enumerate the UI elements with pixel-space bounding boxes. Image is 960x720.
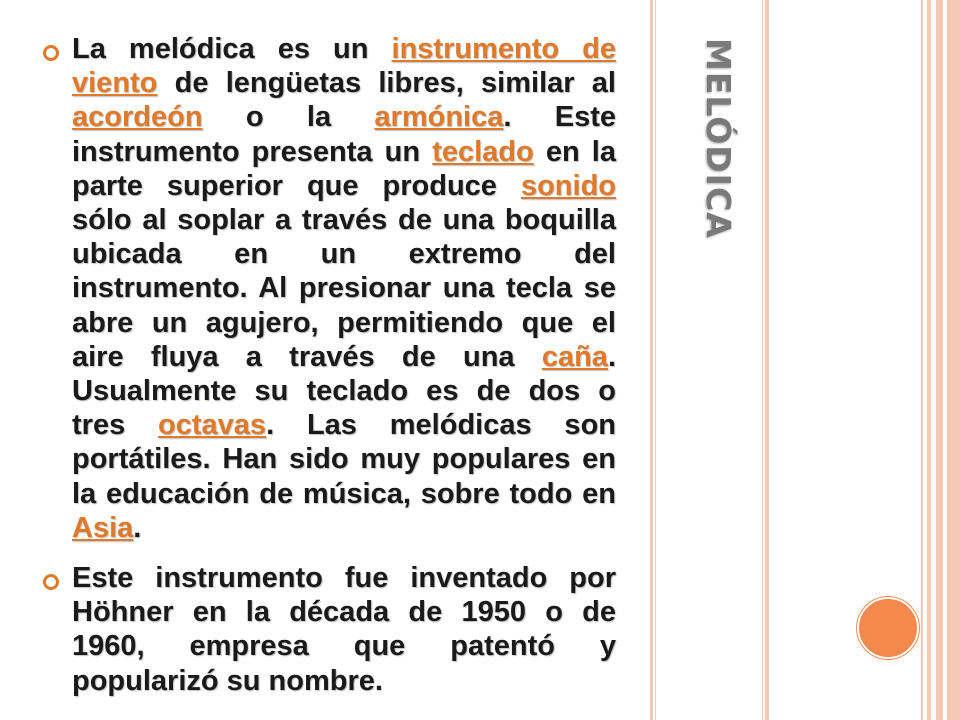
link-cana[interactable]: caña	[541, 340, 608, 373]
circle-bullet-icon	[42, 44, 60, 62]
link-octavas[interactable]: octavas	[158, 409, 267, 442]
text-segment: o la	[202, 101, 375, 134]
decorative-stripe	[655, 0, 656, 720]
link-sonido[interactable]: sonido	[520, 169, 616, 202]
text-segment: en la parte superior que produce	[72, 135, 616, 202]
text-segment: melódica	[128, 33, 255, 65]
slide-content	[42, 32, 616, 714]
link-teclado[interactable]: teclado	[432, 135, 534, 168]
decorative-stripe	[650, 0, 653, 720]
text-segment: es un	[254, 33, 392, 65]
text-segment: La	[72, 33, 129, 65]
bullet-text	[72, 32, 616, 545]
link-armonica[interactable]: armónica	[374, 101, 504, 134]
text-segment: .	[133, 511, 142, 544]
bullet-item-1	[42, 32, 616, 545]
text-segment: de lengüetas libres, similar al	[157, 67, 616, 100]
decorative-stripe	[927, 0, 931, 720]
text-segment: . Las melódicas son portátiles. Han sido muy populares en la educación de música, sobre todo en	[72, 409, 616, 510]
decorative-stripe	[921, 0, 923, 720]
text-segment: Este instrumento fue inventado por Höhner en la década de 1950 o de 1960, empresa que patentó y popularizó su nombre.	[72, 562, 616, 697]
text-segment: . Usualmente su teclado es de dos o tres	[72, 340, 616, 442]
bullet-item-2	[42, 561, 616, 698]
text-segment: sólo al soplar a través de una boquilla ubicada en un extremo del instrumento. Al presionar una tecla se abre un agujero, permitiendo que el aire fluya a través de una	[72, 204, 616, 373]
link-asia[interactable]: Asia	[72, 511, 134, 544]
text-segment: . Este instrumento presenta un	[72, 101, 616, 168]
bullet-text	[72, 561, 616, 698]
decorative-stripe	[765, 0, 769, 720]
decorative-circle	[857, 597, 919, 659]
decorative-stripe	[936, 0, 943, 720]
decorative-stripe	[947, 0, 960, 720]
slide-title: MELÓDICA	[699, 38, 738, 239]
decorative-stripe	[762, 0, 763, 720]
link-instrumento-de-viento[interactable]: instrumento de viento	[72, 33, 616, 100]
link-acordeon[interactable]: acordeón	[72, 101, 203, 134]
circle-bullet-icon	[42, 573, 60, 591]
